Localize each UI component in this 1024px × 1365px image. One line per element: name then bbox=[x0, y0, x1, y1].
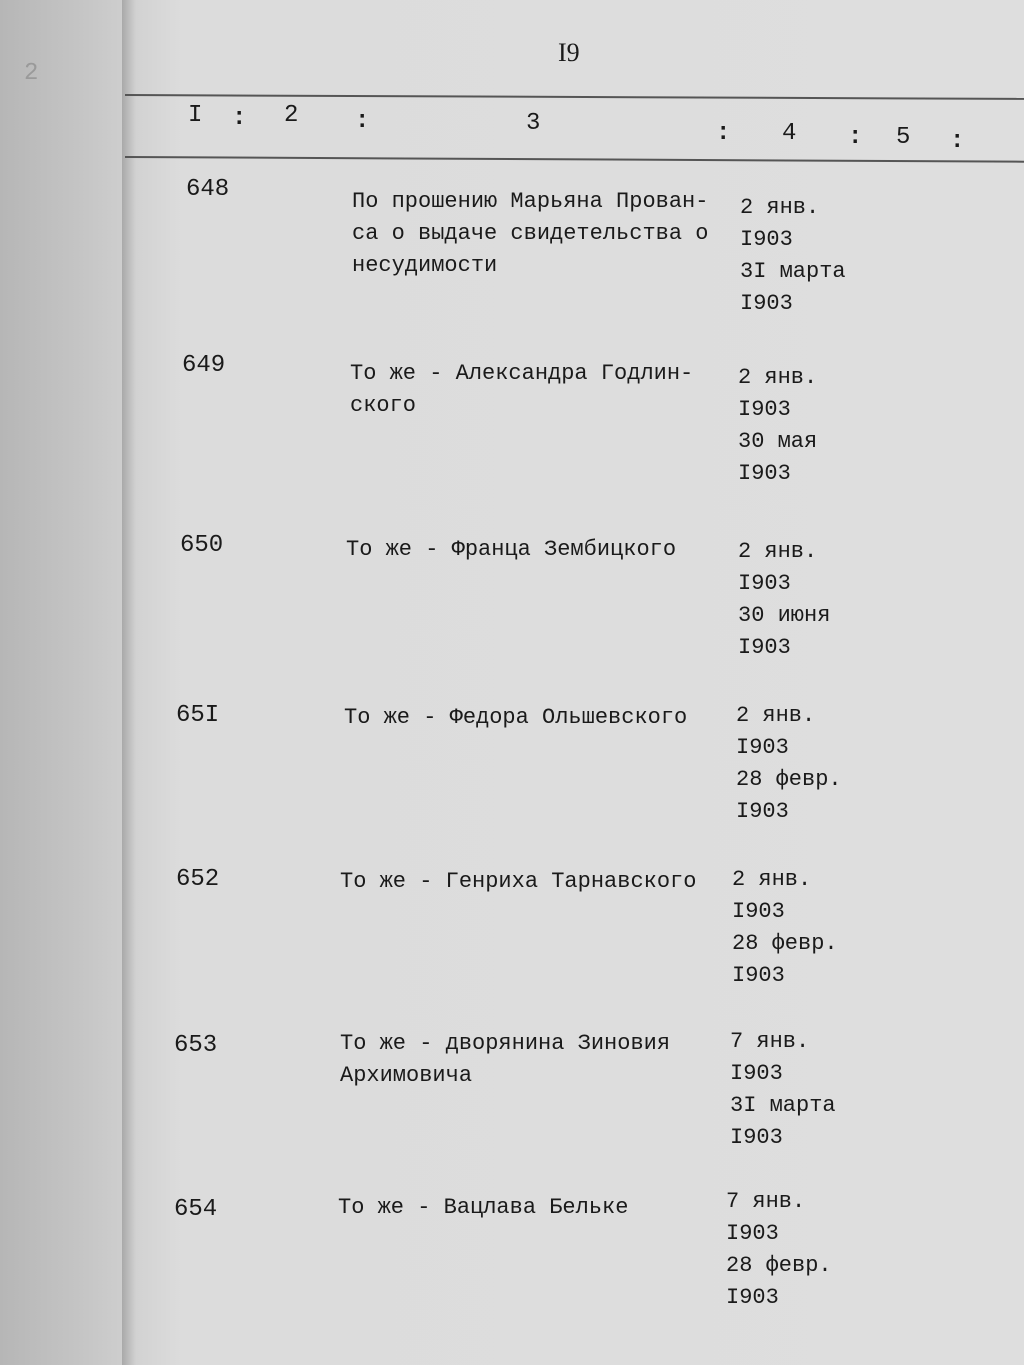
date-start: 7 янв. bbox=[730, 1029, 810, 1054]
entry-number: 650 bbox=[180, 532, 224, 559]
header-col-2: 2 bbox=[284, 102, 299, 129]
date-end-year: I903 bbox=[738, 461, 791, 486]
entry-title: По прошению Марьяна Прован- са о выдаче свидетельства о несудимости bbox=[352, 189, 709, 278]
header-separator: : bbox=[355, 108, 370, 135]
entry-title: То же - Генриха Тарнавского bbox=[340, 869, 697, 894]
page-number: I9 bbox=[558, 38, 580, 67]
header-separator: : bbox=[848, 124, 863, 151]
date-start: 2 янв. bbox=[738, 539, 818, 564]
left-page-edge bbox=[0, 0, 128, 1365]
left-page-ghost-mark: 2 bbox=[24, 60, 39, 87]
entry-dates bbox=[726, 1186, 886, 1314]
date-end: 28 февр. bbox=[726, 1253, 832, 1278]
entry-dates bbox=[730, 1026, 890, 1154]
date-start-year: I903 bbox=[726, 1221, 779, 1246]
date-end: 28 февр. bbox=[732, 931, 838, 956]
date-start: 7 янв. bbox=[726, 1189, 806, 1214]
date-start: 2 янв. bbox=[738, 365, 818, 390]
date-end-year: I903 bbox=[740, 291, 793, 316]
date-start: 2 янв. bbox=[740, 195, 820, 220]
entry-title: То же - Франца Зембицкого bbox=[346, 537, 677, 562]
date-end: 3I марта bbox=[730, 1093, 836, 1118]
date-start: 2 янв. bbox=[732, 867, 812, 892]
date-end: 30 мая bbox=[738, 429, 818, 454]
date-end-year: I903 bbox=[730, 1125, 783, 1150]
entry-dates bbox=[738, 536, 898, 664]
entry-number: 65I bbox=[176, 702, 220, 729]
entry-dates bbox=[738, 362, 898, 490]
header-separator: : bbox=[950, 128, 965, 155]
entry-number: 653 bbox=[174, 1032, 218, 1059]
date-start-year: I903 bbox=[740, 227, 793, 252]
entry-number: 652 bbox=[176, 866, 220, 893]
entry-title: То же - Федора Ольшевского bbox=[344, 705, 688, 730]
entry-number: 649 bbox=[182, 352, 226, 379]
date-start-year: I903 bbox=[732, 899, 785, 924]
date-end-year: I903 bbox=[738, 635, 791, 660]
header-separator: : bbox=[716, 120, 731, 147]
date-end: 30 июня bbox=[738, 603, 831, 628]
header-col-5: 5 bbox=[896, 124, 911, 151]
date-end-year: I903 bbox=[736, 799, 789, 824]
entry-number: 648 bbox=[186, 176, 230, 203]
header-separator: : bbox=[232, 105, 247, 132]
date-start-year: I903 bbox=[738, 571, 791, 596]
date-start: 2 янв. bbox=[736, 703, 816, 728]
header-col-4: 4 bbox=[782, 120, 797, 147]
date-start-year: I903 bbox=[738, 397, 791, 422]
entry-title: То же - Вацлава Бельке bbox=[338, 1195, 629, 1220]
entry-number: 654 bbox=[174, 1196, 218, 1223]
date-end-year: I903 bbox=[726, 1285, 779, 1310]
header-col-3: 3 bbox=[526, 110, 541, 137]
date-end: 3I марта bbox=[740, 259, 846, 284]
date-end-year: I903 bbox=[732, 963, 785, 988]
date-start-year: I903 bbox=[730, 1061, 783, 1086]
entry-title: То же - Александра Годлин- ского bbox=[350, 361, 694, 418]
date-end: 28 февр. bbox=[736, 767, 842, 792]
date-start-year: I903 bbox=[736, 735, 789, 760]
header-col-1: I bbox=[188, 102, 203, 129]
entry-title: То же - дворянина Зиновия Архимовича bbox=[340, 1031, 671, 1088]
entry-dates bbox=[740, 192, 900, 320]
entry-dates bbox=[736, 700, 896, 828]
entry-dates bbox=[732, 864, 892, 992]
